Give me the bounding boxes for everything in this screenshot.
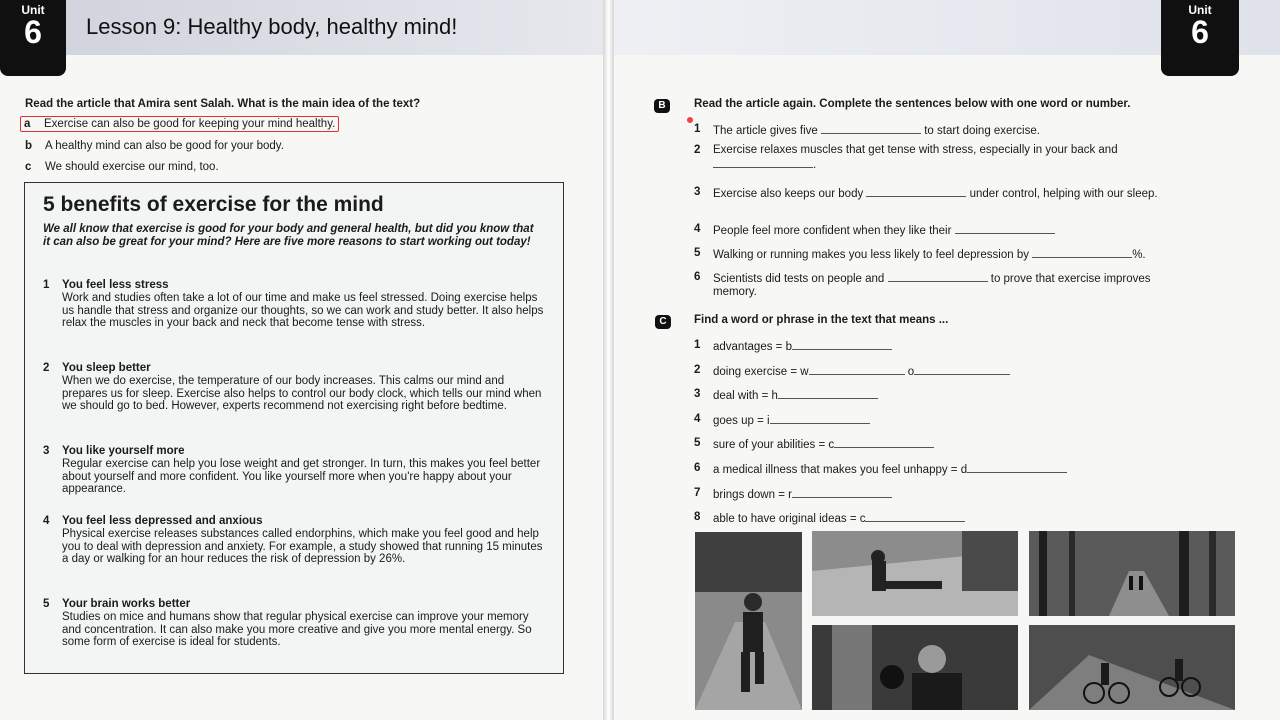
item-number: 3 — [694, 388, 701, 400]
item-number: 3 — [694, 186, 701, 198]
sentence-item — [694, 247, 1234, 262]
benefit-body: Work and studies often take a lot of our time and make us feel stressed. Doing exercise helps us handle that stress and organize our thoughts, so we can work and study better. It also helps relax the muscles in your back and neck that become tense with stress. — [62, 291, 544, 330]
vocab-item — [694, 511, 1234, 526]
item-number: 6 — [694, 271, 701, 283]
answer-blank[interactable] — [809, 364, 905, 375]
article-title: 5 benefits of exercise for the mind — [43, 193, 384, 216]
benefit-number: 5 — [43, 598, 50, 610]
vocab-text: doing exercise = w — [713, 366, 809, 378]
sentence-text: Scientists did tests on people and — [713, 273, 885, 285]
benefit-heading: You feel less stress — [62, 279, 169, 291]
item-number: 6 — [694, 462, 701, 474]
unit-tab-right — [1161, 0, 1239, 76]
sentence-item — [694, 223, 1234, 238]
item-number: 1 — [694, 339, 701, 351]
benefit-item — [43, 515, 549, 566]
forest-walk-photo — [1029, 531, 1235, 616]
answer-blank[interactable] — [770, 413, 870, 424]
sentence-text: Exercise relaxes muscles that get tense with stress, especially in your back and — [713, 144, 1118, 156]
vocab-item — [694, 388, 1234, 403]
benefit-item — [43, 445, 549, 496]
benefit-heading: You feel less depressed and anxious — [62, 515, 263, 527]
vocab-text: deal with = h — [713, 390, 778, 402]
answer-blank[interactable] — [792, 339, 892, 350]
benefit-number: 1 — [43, 279, 50, 291]
item-number: 2 — [694, 144, 701, 156]
answer-blank[interactable] — [865, 511, 965, 522]
vocab-text: a medical illness that makes you feel unhappy = d — [713, 464, 968, 476]
benefit-number: 2 — [43, 362, 50, 374]
option-letter: c — [25, 161, 32, 173]
answer-blank[interactable] — [914, 364, 1010, 375]
vocab-item — [694, 462, 1234, 477]
answer-blank[interactable] — [888, 271, 988, 282]
article-box — [24, 182, 564, 674]
vocab-item — [694, 487, 1234, 502]
answer-blank[interactable] — [778, 388, 878, 399]
option-text: We should exercise our mind, too. — [45, 161, 219, 173]
sentence-text: Exercise also keeps our body — [713, 188, 864, 200]
option-letter: b — [25, 140, 33, 152]
lesson-title: Lesson 9: Healthy body, healthy mind! — [86, 14, 458, 39]
answer-blank[interactable] — [834, 437, 934, 448]
item-number: 4 — [694, 223, 701, 235]
sentence-item — [694, 123, 1234, 138]
runner-photo — [695, 532, 802, 710]
answer-blank[interactable] — [967, 462, 1067, 473]
vocab-item — [694, 437, 1234, 452]
item-number: 8 — [694, 511, 701, 523]
item-number: 5 — [694, 247, 701, 259]
left-page — [0, 0, 603, 720]
option-c[interactable] — [25, 161, 219, 173]
unit-tab-left — [0, 0, 66, 76]
sentence-text: People feel more confident when they like their — [713, 225, 952, 237]
sentence-text: to prove that exercise improves memory. — [713, 273, 1151, 298]
option-text: A healthy mind can also be good for your body. — [45, 140, 284, 152]
section-b-badge: B — [654, 99, 670, 113]
sentence-text: The article gives five — [713, 125, 818, 137]
vocab-text-extra: o — [907, 366, 915, 378]
item-number: 2 — [694, 364, 701, 376]
book-gutter — [603, 0, 614, 720]
benefit-item — [43, 279, 549, 330]
vocab-text: brings down = r — [713, 489, 792, 501]
boxing-photo — [812, 625, 1018, 710]
sentence-item — [694, 186, 1174, 201]
article-intro: We all know that exercise is good for your body and general health, but did you know that it can also be great for your mind? Here are five more reasons to start working out today! — [43, 223, 534, 248]
benefit-item — [43, 598, 549, 649]
vocab-item — [694, 339, 1234, 354]
benefit-heading: You like yourself more — [62, 445, 185, 457]
benefit-number: 4 — [43, 515, 50, 527]
benefit-heading: You sleep better — [62, 362, 151, 374]
benefit-body: Physical exercise releases substances called endorphins, which make you feel good and help you to deal with depression and anxiety. For example, a study showed that running 15 minutes a day or walking for an hour reduces the risk of depression by 26%. — [62, 527, 543, 566]
section-a-question: Read the article that Amira sent Salah. What is the main idea of the text? — [25, 98, 421, 110]
sentence-text: . — [813, 159, 817, 171]
answer-blank[interactable] — [866, 186, 966, 197]
answer-blank[interactable] — [821, 123, 921, 134]
answer-blank[interactable] — [713, 157, 813, 168]
option-letter: a — [24, 118, 31, 130]
answer-blank[interactable] — [1032, 247, 1132, 258]
sentence-item — [694, 144, 1234, 172]
unit-number: 6 — [24, 14, 42, 50]
item-number: 7 — [694, 487, 701, 499]
option-text: Exercise can also be good for keeping your mind healthy. — [44, 118, 336, 130]
option-a[interactable] — [20, 116, 339, 132]
answer-blank[interactable] — [792, 487, 892, 498]
vocab-text: goes up = i — [713, 415, 770, 427]
benefit-number: 3 — [43, 445, 50, 457]
benefit-body: Regular exercise can help you lose weight and get stronger. In turn, this makes you feel better about yourself and more confident. You like yourself more when you're happy about your appearance. — [62, 457, 541, 496]
benefit-heading: Your brain works better — [62, 598, 191, 610]
item-number: 5 — [694, 437, 701, 449]
section-c-badge: C — [655, 315, 671, 329]
answer-blank[interactable] — [955, 223, 1055, 234]
unit-label: Unit — [21, 3, 45, 17]
section-b-question: Read the article again. Complete the sentences below with one word or number. — [694, 98, 1131, 110]
sentence-text: Walking or running makes you less likely to feel depression by — [713, 249, 1029, 261]
section-c-question: Find a word or phrase in the text that means ... — [694, 314, 949, 326]
sentence-text: %. — [1132, 249, 1146, 261]
sentence-text: under control, helping with our sleep. — [969, 188, 1158, 200]
vocab-text: advantages = b — [713, 341, 792, 353]
benefit-body: When we do exercise, the temperature of our body increases. This calms our mind and prepares us for sleep. Exercise also helps to control our body clock, which tells our mind when we should go to bed. However, experts recommend not exercising right before bedtime. — [62, 374, 542, 413]
vocab-text: sure of your abilities = c — [713, 439, 835, 451]
vocab-item — [694, 364, 1234, 379]
benefit-body: Studies on mice and humans show that regular physical exercise can improve your memory and concentration. It can also make you more creative and give you more mental energy. So some form of exercise is ideal for students. — [62, 610, 532, 649]
benefit-item — [43, 362, 549, 413]
item-number: 4 — [694, 413, 701, 425]
item-number: 1 — [694, 123, 701, 135]
unit-number: 6 — [1191, 14, 1209, 50]
right-page — [614, 0, 1280, 720]
pushup-photo — [812, 531, 1018, 616]
cursor-marker — [687, 117, 693, 123]
sentence-item — [694, 271, 1174, 299]
unit-label: Unit — [1188, 3, 1212, 17]
vocab-item — [694, 413, 1234, 428]
option-b[interactable] — [25, 140, 284, 152]
vocab-text: able to have original ideas = c — [713, 513, 866, 525]
sentence-text: to start doing exercise. — [924, 125, 1040, 137]
cycling-photo — [1029, 625, 1235, 710]
